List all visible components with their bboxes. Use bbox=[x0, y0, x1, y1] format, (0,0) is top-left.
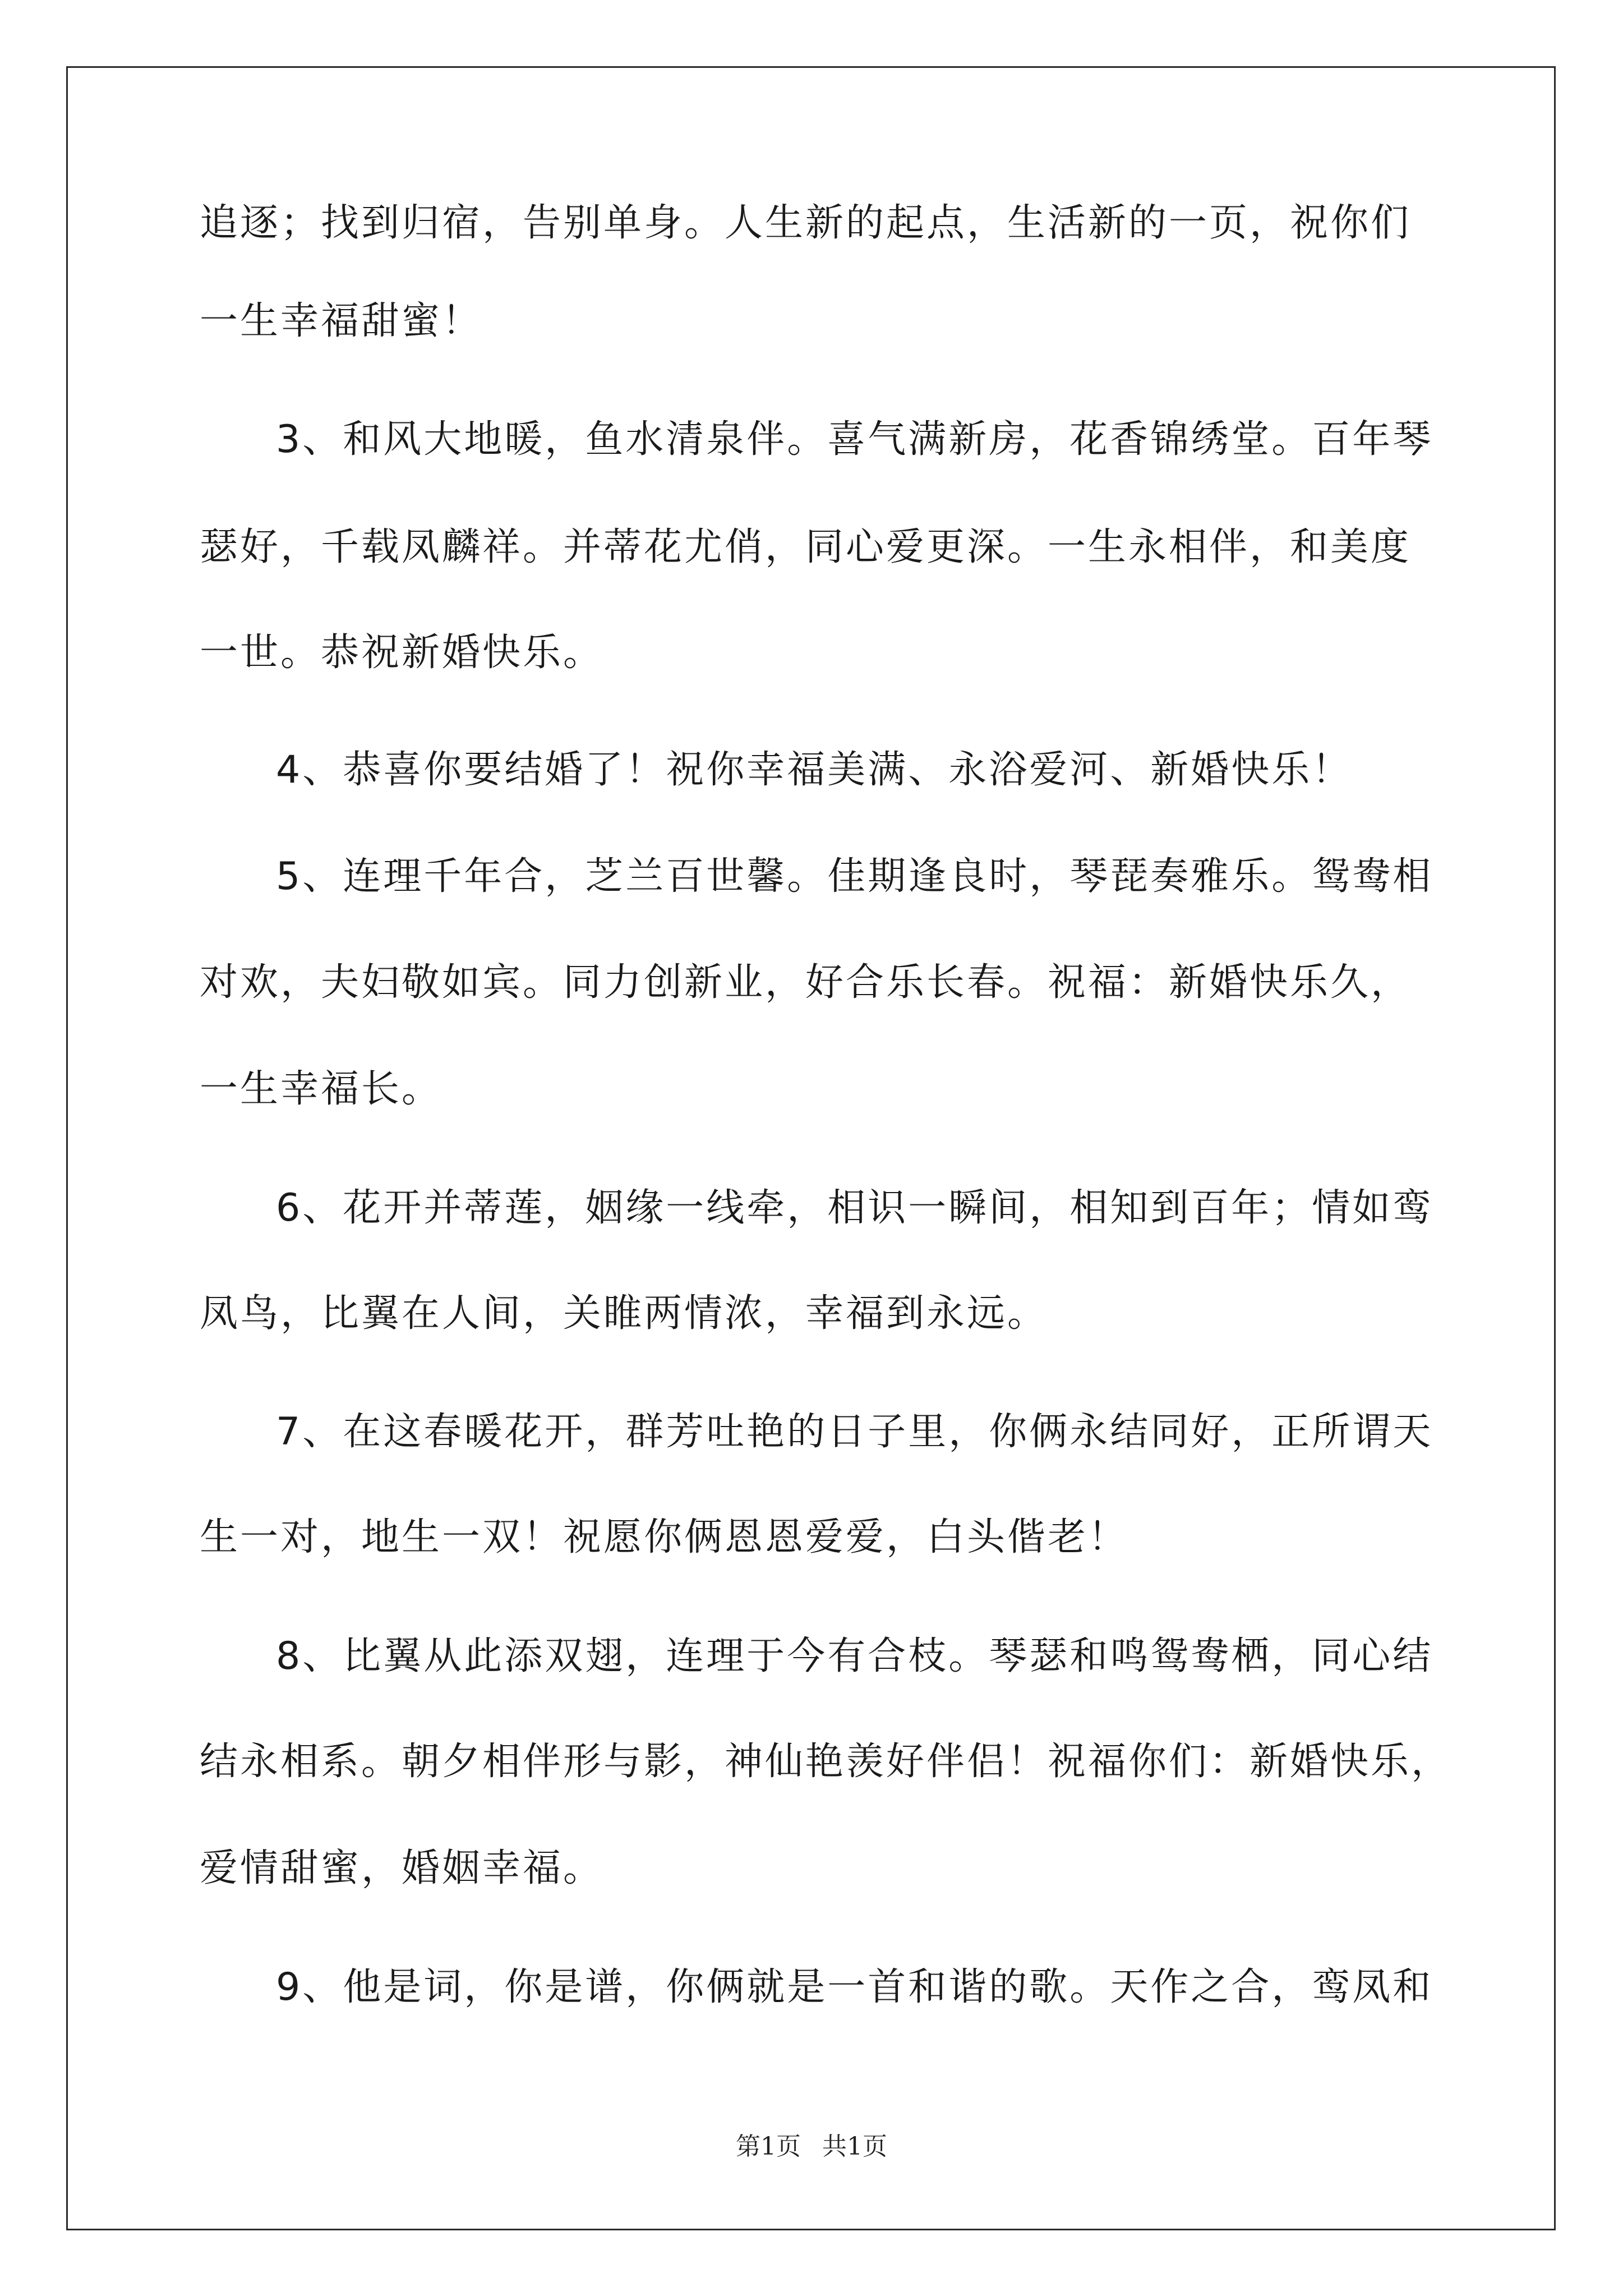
page-footer bbox=[0, 2126, 1623, 2162]
paragraph-start-line: 4、恭喜你要结婚了！祝你幸福美满、永浴爱河、新婚快乐！ bbox=[276, 748, 1353, 792]
text-line: 结永相系。朝夕相伴形与影，神仙艳羡好伴侣！祝福你们：新婚快乐， bbox=[200, 1740, 1452, 1784]
page-number: 第1页 bbox=[736, 2132, 801, 2161]
text-line: 瑟好，千载凤麟祥。并蒂花尤俏，同心爱更深。一生永相伴，和美度 bbox=[200, 525, 1412, 569]
paragraph-start-line: 6、花开并蒂莲，姻缘一线牵，相识一瞬间，相知到百年；情如鸾 bbox=[276, 1186, 1433, 1230]
text-line: 生一对，地生一双！祝愿你俩恩恩爱爱，白头偕老！ bbox=[200, 1515, 1129, 1559]
paragraph-start-line: 7、在这春暖花开，群芳吐艳的日子里，你俩永结同好，正所谓天 bbox=[276, 1410, 1433, 1454]
text-line: 一生幸福甜蜜！ bbox=[200, 299, 483, 343]
text-line: 追逐；找到归宿，告别单身。人生新的起点，生活新的一页，祝你们 bbox=[200, 201, 1412, 245]
paragraph-start-line: 9、他是词，你是谱，你俩就是一首和谐的歌。天作之合，鸾凤和 bbox=[276, 1965, 1433, 2009]
page-total: 共1页 bbox=[822, 2132, 887, 2161]
paragraph-start-line: 5、连理千年合，芝兰百世馨。佳期逢良时，琴琵奏雅乐。鸳鸯相 bbox=[276, 854, 1433, 899]
text-line: 对欢，夫妇敬如宾。同力创新业，好合乐长春。祝福：新婚快乐久， bbox=[200, 960, 1412, 1005]
paragraph-start-line: 3、和风大地暖，鱼水清泉伴。喜气满新房，花香锦绣堂。百年琴 bbox=[276, 417, 1433, 462]
text-line: 一生幸福长。 bbox=[200, 1067, 442, 1111]
page-border bbox=[66, 66, 1556, 2230]
text-line: 一世。恭祝新婚快乐。 bbox=[200, 631, 604, 675]
paragraph-start-line: 8、比翼从此添双翅，连理于今有合枝。琴瑟和鸣鸳鸯栖，同心结 bbox=[276, 1634, 1433, 1678]
text-line: 凤鸟，比翼在人间，关睢两情浓，幸福到永远。 bbox=[200, 1291, 1048, 1336]
text-line: 爱情甜蜜，婚姻幸福。 bbox=[200, 1846, 604, 1890]
